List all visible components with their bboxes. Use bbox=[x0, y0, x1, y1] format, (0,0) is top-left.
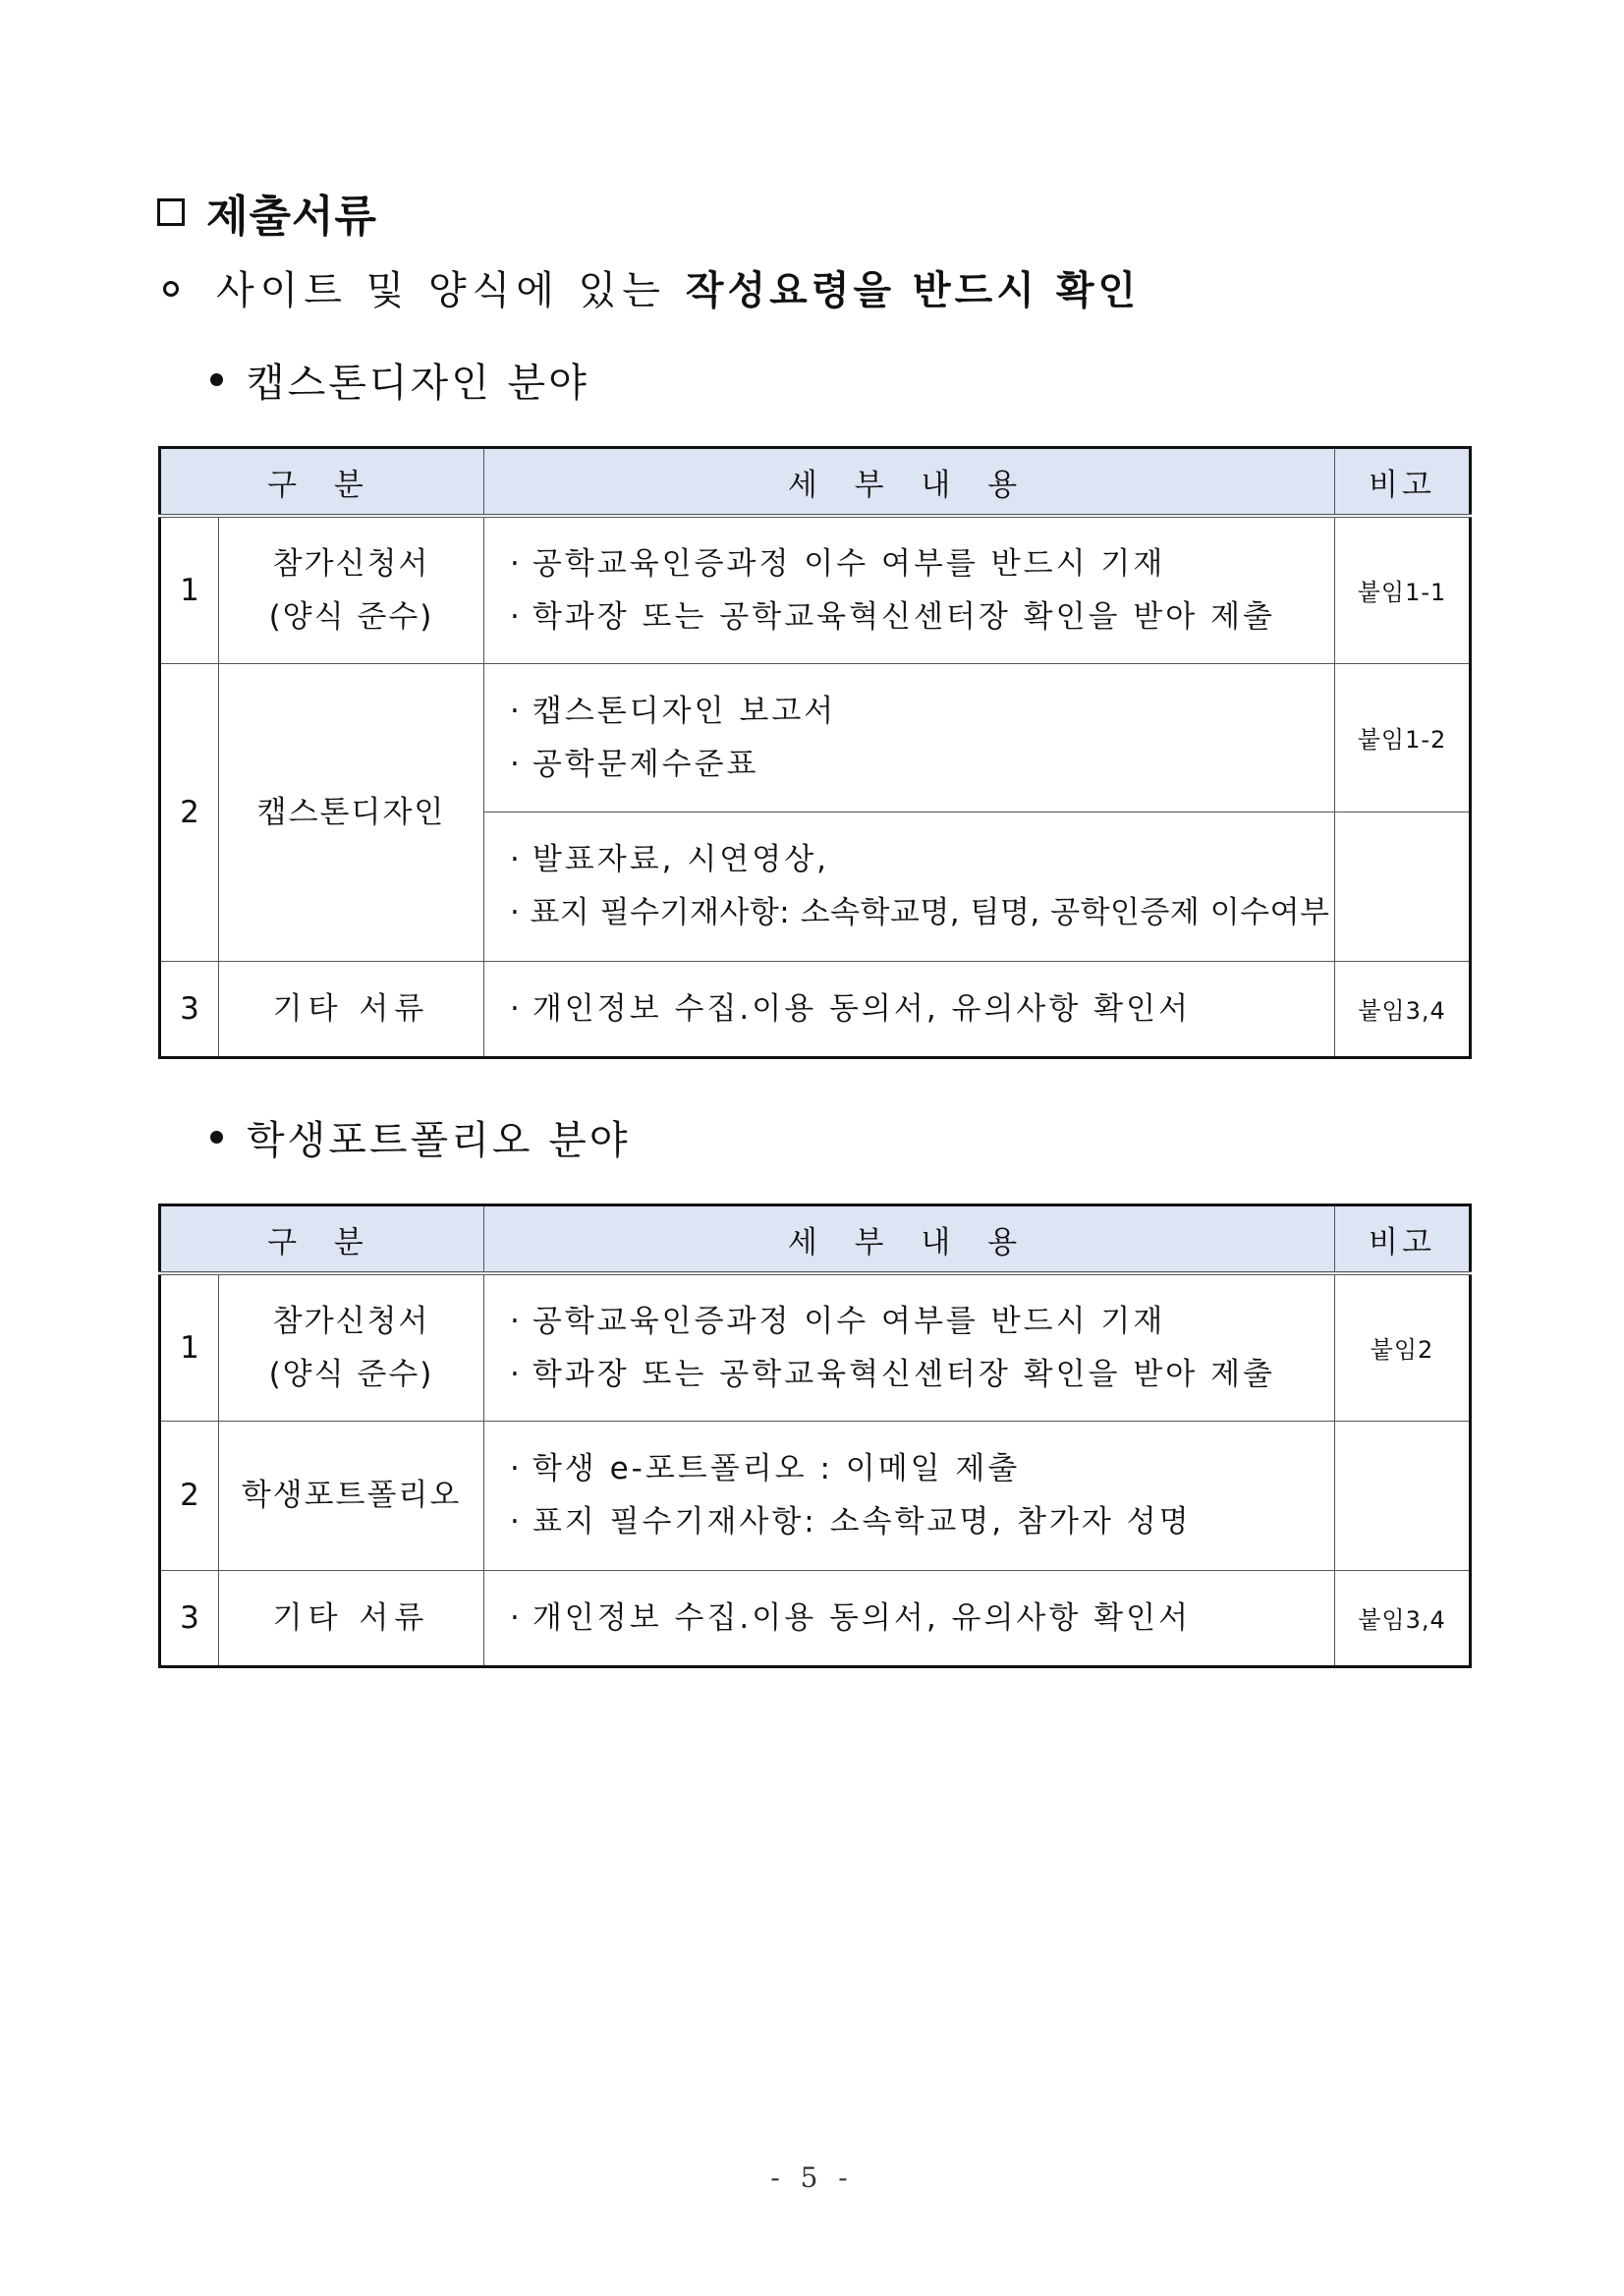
row-category bbox=[219, 516, 484, 663]
header-category: 구 분 bbox=[160, 1205, 484, 1274]
row-note: 붙임1-2 bbox=[1335, 663, 1471, 812]
detail-line: · 개인정보 수집.이용 동의서, 유의사항 확인서 bbox=[510, 1592, 1334, 1645]
row-category: 기타 서류 bbox=[219, 1570, 484, 1666]
row-detail bbox=[484, 961, 1335, 1057]
row-category: 기타 서류 bbox=[219, 961, 484, 1057]
checkbox-square-icon bbox=[157, 198, 185, 226]
table-header-row bbox=[160, 448, 1471, 517]
category-line: 참가신청서 bbox=[272, 545, 430, 582]
header-note: 비고 bbox=[1335, 1205, 1471, 1274]
row-detail bbox=[484, 516, 1335, 663]
detail-line: · 학과장 또는 공학교육혁신센터장 확인을 받아 제출 bbox=[510, 1348, 1334, 1401]
detail-line: · 발표자료, 시연영상, bbox=[510, 833, 1334, 886]
instruction-normal-text: 사이트 및 양식에 있는 bbox=[216, 267, 666, 313]
header-note: 비고 bbox=[1335, 448, 1471, 517]
header-category: 구 분 bbox=[160, 448, 484, 517]
bullet-dot-icon bbox=[210, 1131, 223, 1144]
detail-line: · 개인정보 수집.이용 동의서, 유의사항 확인서 bbox=[510, 982, 1334, 1036]
detail-line: · 학과장 또는 공학교육혁신센터장 확인을 받아 제출 bbox=[510, 590, 1334, 644]
table-row bbox=[160, 1421, 1471, 1570]
instruction-strong-text: 작성요령을 반드시 확인 bbox=[685, 267, 1141, 313]
row-detail bbox=[484, 1273, 1335, 1421]
row-number: 1 bbox=[160, 1273, 219, 1421]
row-note bbox=[1335, 1421, 1471, 1570]
detail-line: · 캡스톤디자인 보고서 bbox=[510, 685, 1334, 738]
capstone-subheading bbox=[210, 350, 589, 409]
row-note: 붙임3,4 bbox=[1335, 1570, 1471, 1666]
category-line: (양식 준수) bbox=[268, 598, 434, 635]
portfolio-subheading bbox=[210, 1107, 630, 1166]
row-number: 2 bbox=[160, 663, 219, 961]
row-category: 학생포트폴리오 bbox=[219, 1421, 484, 1570]
capstone-title: 캡스톤디자인 분야 bbox=[247, 360, 589, 406]
portfolio-title: 학생포트폴리오 분야 bbox=[247, 1117, 631, 1163]
bullet-dot-icon bbox=[210, 373, 223, 386]
row-detail bbox=[484, 1421, 1335, 1570]
row-note bbox=[1335, 812, 1471, 961]
row-note: 붙임3,4 bbox=[1335, 961, 1471, 1057]
header-detail: 세 부 내 용 bbox=[484, 1205, 1335, 1274]
detail-line: · 공학문제수준표 bbox=[510, 738, 1334, 791]
row-detail bbox=[484, 1570, 1335, 1666]
row-number: 3 bbox=[160, 961, 219, 1057]
row-number: 3 bbox=[160, 1570, 219, 1666]
row-note: 붙임2 bbox=[1335, 1273, 1471, 1421]
table-row bbox=[160, 1273, 1471, 1421]
section-title: 제출서류 bbox=[206, 192, 378, 242]
instruction-line bbox=[163, 257, 1140, 316]
detail-line: · 표지 필수기재사항: 소속학교명, 참가자 성명 bbox=[510, 1495, 1334, 1548]
table-row bbox=[160, 663, 1471, 812]
detail-line: · 학생 e-포트폴리오 : 이메일 제출 bbox=[510, 1442, 1334, 1495]
row-note: 붙임1-1 bbox=[1335, 516, 1471, 663]
row-detail bbox=[484, 812, 1335, 961]
table-row bbox=[160, 516, 1471, 663]
row-category bbox=[219, 1273, 484, 1421]
portfolio-table bbox=[158, 1204, 1472, 1668]
detail-line: · 공학교육인증과정 이수 여부를 반드시 기재 bbox=[510, 1295, 1334, 1348]
header-detail: 세 부 내 용 bbox=[484, 448, 1335, 517]
detail-line: · 공학교육인증과정 이수 여부를 반드시 기재 bbox=[510, 537, 1334, 590]
table-row bbox=[160, 961, 1471, 1057]
detail-line: · 표지 필수기재사항: 소속학교명, 팀명, 공학인증제 이수여부 bbox=[510, 886, 1334, 939]
category-line: (양식 준수) bbox=[268, 1356, 434, 1392]
category-line: 참가신청서 bbox=[272, 1303, 430, 1339]
table-row bbox=[160, 1570, 1471, 1666]
table-header-row bbox=[160, 1205, 1471, 1274]
row-detail bbox=[484, 663, 1335, 812]
row-number: 1 bbox=[160, 516, 219, 663]
row-number: 2 bbox=[160, 1421, 219, 1570]
page-number: - 5 - bbox=[770, 2161, 854, 2194]
row-category: 캡스톤디자인 bbox=[219, 663, 484, 961]
capstone-table bbox=[158, 446, 1472, 1059]
section-heading bbox=[157, 183, 377, 242]
circle-bullet-icon bbox=[163, 281, 179, 297]
